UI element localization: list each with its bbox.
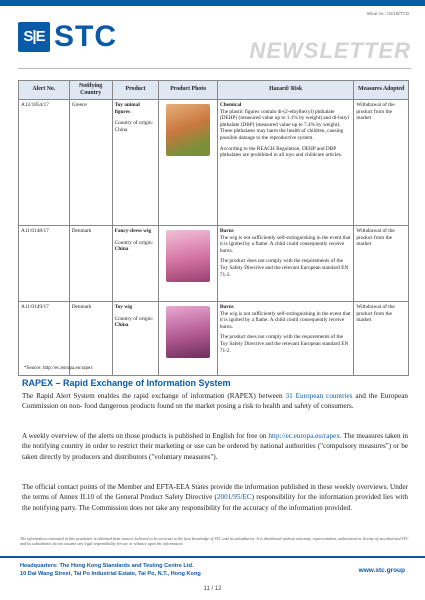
hazard-description: The plastic figures contain di-(2-ethylhexyl) phthalate (DEHP) (measured value up to 1.1% by weight) and di-butyl phthalate (DBP) (measured value up to 7.4% by weight). These phthalates may harm the health of children, causing possible damage to the reproductive system. bbox=[219, 108, 350, 142]
footer-bar bbox=[0, 556, 425, 558]
photo-cell bbox=[159, 100, 218, 226]
product-name: Toy animal figures bbox=[114, 102, 140, 115]
product-photo bbox=[166, 306, 210, 358]
hq-line-1: Headquarters: The Hong Kong Standards and Testing Centre Ltd. bbox=[20, 563, 194, 569]
hazard-title: Burns bbox=[219, 228, 234, 234]
page-number: 11 / 12 bbox=[203, 586, 222, 592]
link-rapex-site[interactable]: http://ec.europa.eu/rapex bbox=[268, 432, 340, 440]
text-span: and the European Commission on non- food dangerous products found on the market posing a risk to health and safety of consumers. bbox=[22, 392, 408, 411]
hazard-cell bbox=[217, 100, 354, 226]
col-header-alert-no: Alert No. bbox=[19, 81, 70, 100]
hazard-title: Burns bbox=[219, 304, 234, 310]
product-photo bbox=[166, 104, 210, 156]
photo-cell bbox=[159, 302, 218, 376]
rapex-paragraph-1 bbox=[22, 391, 408, 412]
text-span: The official contact points of the Member and EFTA-EEA States provide the information published in these weekly overviews. Under the terms of Annex II.10 of the General Product Safety Directive ( bbox=[22, 483, 408, 502]
table-row bbox=[19, 100, 409, 226]
rapex-paragraph-2 bbox=[22, 431, 408, 462]
header-divider bbox=[18, 68, 411, 69]
table-row bbox=[19, 226, 409, 302]
table-row bbox=[19, 302, 409, 376]
alert-no-cell: A11/0148/17 bbox=[19, 226, 70, 302]
hazard-regulation: The product does not comply with the requirements of the Toy Safety Directive and the relevant European standard EN 71-2. bbox=[219, 334, 349, 354]
stc-logo bbox=[18, 22, 128, 54]
hazard-description: The wig is not sufficiently self-extinguishing in the event that it is ignited by a flame. A child could consequently receive burns. bbox=[219, 234, 351, 254]
product-cell bbox=[112, 302, 159, 376]
origin-value: China bbox=[114, 322, 129, 329]
hazard-cell bbox=[217, 302, 354, 376]
text-span: The Rapid Alert System enables the rapid exchange of information (RAPEX) between bbox=[22, 392, 286, 400]
col-header-country: Notifying Country bbox=[69, 81, 112, 100]
measures-cell: Withdrawal of the product from the market bbox=[354, 100, 409, 226]
disclaimer: The information contained in this newsletter is obtained from sources believed to be accurate to the best knowledge of STC and its subsidiaries. It is distributed without warranty, representation, inducement or license of any kind and STC and its subsidiaries do not assume any legal responsibility for use or reliance upon the information. bbox=[20, 536, 409, 547]
text-span: . The measures taken in the notifying country in order to restrict their marketing or use can be ordered by national authorities ("compulsory measures") or be taken directly by producers and distributors ("voluntary measures"). bbox=[22, 432, 408, 461]
issue-number: Issue no.: 01/18/TCD bbox=[366, 11, 409, 16]
measures-cell: Withdrawal of the product from the market bbox=[354, 302, 409, 376]
link-directive[interactable]: 2001/95/EC bbox=[216, 493, 252, 502]
col-header-photo: Product Photo bbox=[159, 81, 218, 100]
col-header-hazard: Hazard/ Risk bbox=[217, 81, 354, 100]
origin-value: China bbox=[114, 126, 128, 133]
origin-label: Country of origin: bbox=[114, 120, 154, 127]
top-bar bbox=[0, 0, 425, 6]
product-name: Fancy-dress wig bbox=[114, 228, 152, 234]
origin-label: Country of origin: bbox=[114, 239, 154, 246]
headquarters bbox=[20, 562, 201, 578]
link-31-countries[interactable]: 31 European countries bbox=[285, 392, 353, 400]
hazard-cell bbox=[217, 226, 354, 302]
hazard-title: Chemical bbox=[219, 102, 242, 108]
table-header-row bbox=[19, 81, 409, 100]
alerts-table bbox=[18, 80, 409, 376]
measures-cell: Withdrawal of the product from the market bbox=[354, 226, 409, 302]
logo-text: STC bbox=[54, 20, 117, 53]
alert-no-cell: A12/1854/17 bbox=[19, 100, 70, 226]
country-cell: Greece bbox=[69, 100, 112, 226]
col-header-measures: Measures Adopted bbox=[354, 81, 409, 100]
country-cell: Denmark bbox=[69, 302, 112, 376]
alert-no-cell: A11/0149/17 bbox=[19, 302, 70, 376]
hazard-regulation: The product does not comply with the requirements of the Toy Safety Directive and the relevant European standard EN 71-2. bbox=[219, 258, 349, 278]
hazard-regulation: According to the REACH Regulation, DEHP and DBP phthalates are prohibited in all toys and childcare articles. bbox=[219, 145, 343, 159]
country-cell: Denmark bbox=[69, 226, 112, 302]
product-name: Toy wig bbox=[114, 304, 133, 310]
product-cell bbox=[112, 100, 159, 226]
text-span: ) responsibility for the information provided lies with the notifying party. The Commission does not take any responsibility for the accuracy of the information provided. bbox=[22, 493, 408, 512]
rapex-paragraph-3 bbox=[22, 482, 408, 513]
source-note: *Source: http://ec.europa.eu/rapex bbox=[24, 366, 93, 371]
product-cell bbox=[112, 226, 159, 302]
newsletter-heading: NEWSLETTER bbox=[249, 38, 411, 63]
hazard-description: The wig is not sufficiently self-extinguishing in the event that it is ignited by a flame. A child could consequently receive burns. bbox=[219, 310, 351, 330]
hq-line-2: 10 Dai Wang Street, Tai Po Industrial Estate, Tai Po, N.T., Hong Kong bbox=[20, 571, 201, 578]
origin-value: China bbox=[114, 246, 129, 253]
website-link[interactable]: www.stc.group bbox=[358, 567, 405, 574]
col-header-product: Product bbox=[112, 81, 159, 100]
logo-mark: S|E bbox=[18, 22, 50, 52]
photo-cell bbox=[159, 226, 218, 302]
origin-label: Country of origin: bbox=[114, 315, 154, 322]
text-span: A weekly overview of the alerts on those products is published in English for free on bbox=[22, 432, 269, 440]
product-photo bbox=[166, 230, 210, 282]
rapex-title: RAPEX – Rapid Exchange of Information System bbox=[22, 378, 231, 388]
